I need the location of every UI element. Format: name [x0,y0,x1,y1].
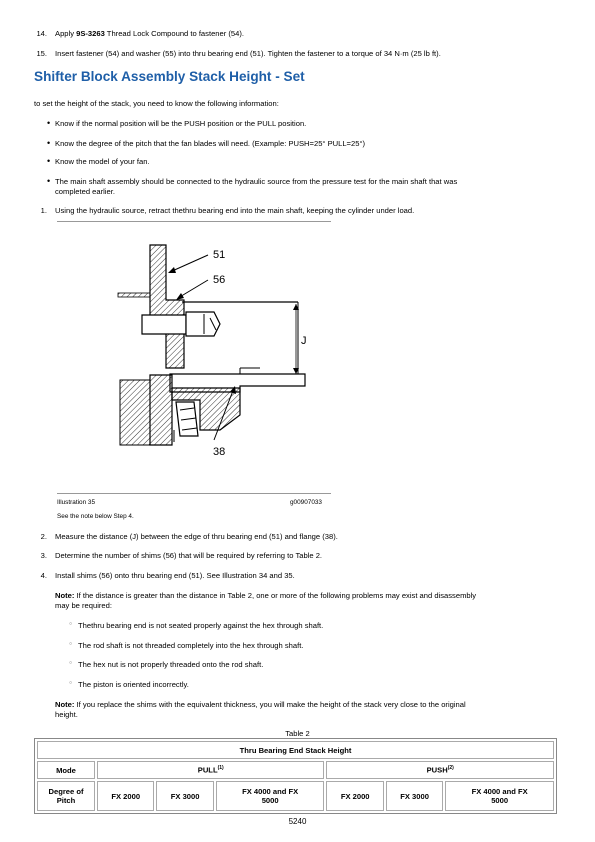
circle-bullet: ○ [69,660,73,666]
problem-item: The piston is oriented incorrectly. [78,680,189,689]
header-push [326,761,554,779]
step-number: 14. [36,29,47,38]
step-text-post: Thread Lock Compound to fastener (54). [104,29,244,38]
col-fx3000-pull: FX 3000 [156,781,213,811]
col-fx3000-push: FX 3000 [386,781,443,811]
bullet-item: Know the model of your fan. [55,157,150,166]
circle-bullet: ○ [69,641,73,647]
illustration-35 [110,240,310,460]
note-line-1: If you replace the shims with the equivalent thickness, you will make the height of the stack very close to the original [74,700,466,709]
step-text: Determine the number of shims (56) that will be required by referring to Table 2. [55,551,323,560]
note-line-2: height. [55,710,78,719]
col-line-2: 5000 [491,796,509,805]
pull-label: PULL [197,765,218,775]
step-number: 3. [40,551,47,560]
intro-text: to set the height of the stack, you need to know the following information: [34,99,279,108]
header-degree-of-pitch [37,781,95,811]
callout-38: 38 [213,446,226,458]
bullet-dot: • [47,118,51,128]
bullet-item: Know if the normal position will be the PUSH position or the PULL position. [55,119,307,128]
push-label: PUSH [426,765,448,775]
col-fx4000-pull [216,781,325,811]
bullet-dot: • [47,176,51,186]
col-fx4000-push [445,781,554,811]
col-fx2000-pull: FX 2000 [97,781,154,811]
step-number: 1. [40,206,47,215]
bullet-item-cont: completed earlier. [55,187,115,196]
note-line-2: may be required: [55,601,112,610]
illustration-label: Illustration 35 [57,499,96,506]
illustration-bottom-rule [57,493,331,494]
callout-56: 56 [213,274,226,286]
step-text: Insert fastener (54) and washer (55) into thru bearing end (51). Tighten the fastener to a torque of 34 N·m (25 lb ft). [55,49,441,58]
col-line-1: FX 4000 and FX [471,787,528,796]
bullet-item: The main shaft assembly should be connected to the hydraulic source from the pressure test for the main shaft that was [55,177,458,186]
bullet-dot: • [47,156,51,166]
problem-item: The hex nut is not properly threaded onto the rod shaft. [78,660,264,669]
col-line-2: 5000 [261,796,279,805]
note-text [55,700,466,709]
note-label: Note: [55,700,75,709]
pull-footnote: (1) [217,765,224,772]
callout-51: 51 [213,249,226,261]
degree-line-1: Degree of [48,787,84,796]
note-label: Note: [55,591,75,600]
bullet-dot: • [47,138,51,148]
problem-item: The rod shaft is not threaded completely into the hex through shaft. [78,641,304,650]
step-number: 2. [40,532,47,541]
step-text: Install shims (56) onto thru bearing end (51). See Illustration 34 and 35. [55,571,295,580]
step-text: Using the hydraulic source, retract thethru bearing end into the main shaft, keeping the cylinder under load. [55,206,415,215]
step-text [55,29,244,38]
step-number: 15. [36,49,47,58]
circle-bullet: ○ [69,621,73,627]
step-text: Measure the distance (J) between the edge of thru bearing end (51) and flange (38). [55,532,338,541]
step-number: 4. [40,571,47,580]
header-mode: Mode [37,761,95,779]
table-title: Thru Bearing End Stack Height [37,741,554,759]
illustration-top-rule [57,221,331,222]
col-fx2000-push: FX 2000 [326,781,383,811]
push-footnote: (2) [447,765,454,772]
note-text [55,591,476,600]
callout-j: J [301,335,307,347]
circle-bullet: ○ [69,680,73,686]
note-line-1: If the distance is greater than the distance in Table 2, one or more of the following problems may exist and disassembly [74,591,477,600]
section-title: Shifter Block Assembly Stack Height - Set [34,69,305,84]
page-number: 5240 [288,817,307,826]
problem-item: Thethru bearing end is not seated properly against the hex through shaft. [78,621,324,630]
step-text-pre: Apply [55,29,77,38]
illustration-note: See the note below Step 4. [57,513,134,520]
illustration-code: g00907033 [290,499,322,506]
stack-height-table [34,738,557,814]
col-line-1: FX 4000 and FX [242,787,299,796]
part-number: 9S-3263 [76,29,105,38]
bullet-item: Know the degree of the pitch that the fan blades will need. (Example: PUSH=25° PULL=25°) [55,139,366,148]
degree-line-2: Pitch [56,796,76,805]
header-pull [97,761,324,779]
table-caption: Table 2 [285,729,310,738]
